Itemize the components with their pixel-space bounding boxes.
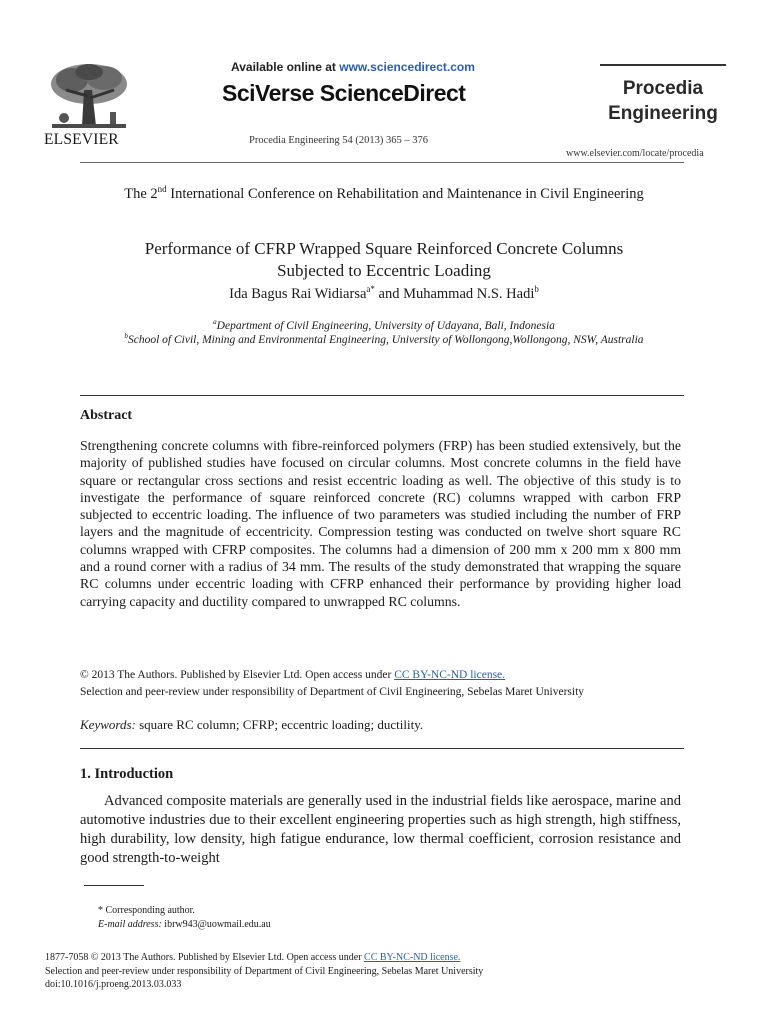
copyright-text: © 2013 The Authors. Published by Elsevier Ltd. Open access under [80, 669, 395, 681]
conference-pre: The 2 [124, 185, 158, 202]
title-line-2: Subjected to Eccentric Loading [277, 261, 491, 280]
journal-name-line2: Engineering [608, 103, 718, 124]
platform-logo: SciVerse ScienceDirect [222, 80, 466, 106]
introduction-paragraph: Advanced composite materials are generally used in the industrial fields like aerospace, marine and automotive industries due to their excellent engineering properties such as high strength, high stiffness, high durability, low density, high fatigue endurance, low thermal coefficient, corrosion resistance and good strength-to-weight [80, 793, 681, 866]
author-1-marker: a* [366, 284, 375, 294]
author-1: Ida Bagus Rai Widiarsa [229, 285, 367, 302]
affiliation-a [60, 318, 708, 332]
page-footer [45, 951, 483, 992]
abstract-bottom-rule [80, 748, 684, 749]
affiliation-b-text: School of Civil, Mining and Environmental Engineering, University of Wollongong,Wollongong, NSW, Australia [127, 333, 644, 346]
peer-review-line: Selection and peer-review under responsibility of Department of Civil Engineering, Sebelas Maret University [80, 686, 585, 698]
footnote-rule [84, 885, 144, 886]
issn-text: 1877-7058 © 2013 The Authors. Published by Elsevier Ltd. Open access under [45, 952, 365, 963]
author-list [60, 284, 708, 303]
author-2: and Muhammad N.S. Hadi [374, 285, 535, 302]
footer-review-line: Selection and peer-review under responsibility of Department of Civil Engineering, Sebelas Maret University [45, 965, 484, 977]
affiliation-a-marker: a [213, 318, 217, 326]
email-label: E-mail address: [98, 919, 162, 930]
affiliation-a-text: Department of Civil Engineering, University of Udayana, Bali, Indonesia [216, 319, 555, 332]
email-address[interactable]: ibrw943@uowmail.edu.au [161, 919, 271, 930]
keywords-list: square RC column; CFRP; eccentric loading; ductility. [135, 717, 424, 732]
introduction-text [80, 792, 681, 868]
doi-line[interactable]: doi:10.1016/j.proeng.2013.03.033 [45, 979, 182, 990]
sciencedirect-link[interactable]: www.sciencedirect.com [339, 60, 475, 74]
journal-logo [600, 76, 726, 126]
copyright-line [80, 667, 584, 684]
footer-license-link[interactable]: CC BY-NC-ND license. [364, 952, 461, 963]
keywords-label: Keywords: [80, 717, 136, 732]
abstract-heading: Abstract [80, 408, 133, 423]
elsevier-tree-logo [44, 60, 134, 132]
available-prefix: Available online at [231, 60, 340, 74]
conference-name: International Conference on Rehabilitation and Maintenance in Civil Engineering [166, 185, 644, 202]
abstract-text: Strengthening concrete columns with fibre-reinforced polymers (FRP) has been studied extensively, but the majority of published studies have focused on circular columns. Most concrete columns in the field have square or rectangular cross sections and resist eccentric loading as well. The objective of this study is to investigate the performance of square reinforced concrete (RC) columns wrapped with carbon FRP subjected to eccentric loading. The influence of two parameters was studied including the number of FRP layers and the magnitude of eccentricity. Compression testing was conducted on twelve short square RC columns wrapped with CFRP composites. The columns had a dimension of 200 mm x 200 mm x 800 mm and a round corner with a radius of 34 mm. The results of the study demonstrated that wrapping the square RC columns under eccentric loading with CFRP enhanced their performance by providing higher load carrying capacity and ductility compared to unwrapped RC columns. [80, 438, 681, 609]
journal-reference: Procedia Engineering 54 (2013) 365 – 376 [249, 135, 429, 146]
corresponding-author-note: * Corresponding author. [98, 905, 195, 916]
paper-title [60, 238, 708, 282]
journal-box-rule [600, 64, 726, 66]
header-divider [80, 162, 684, 163]
section-heading-introduction: 1. Introduction [80, 766, 174, 782]
abstract-top-rule [80, 395, 684, 396]
title-line-1: Performance of CFRP Wrapped Square Reinforced Concrete Columns [144, 239, 624, 258]
affiliation-b-marker: b [124, 332, 128, 340]
conference-ordinal: nd [157, 184, 167, 194]
author-2-marker: b [534, 284, 539, 294]
issn-line [45, 951, 483, 965]
keywords-line [80, 717, 423, 733]
publisher-name: ELSEVIER [44, 131, 119, 148]
conference-line [60, 184, 708, 203]
affiliation-b [60, 332, 708, 346]
license-link[interactable]: CC BY-NC-ND license. [394, 669, 506, 681]
availability-line [231, 60, 475, 74]
journal-name-line1: Procedia [622, 78, 704, 99]
copyright-block [80, 667, 584, 701]
journal-url[interactable]: www.elsevier.com/locate/procedia [566, 148, 704, 159]
email-note [98, 919, 271, 930]
